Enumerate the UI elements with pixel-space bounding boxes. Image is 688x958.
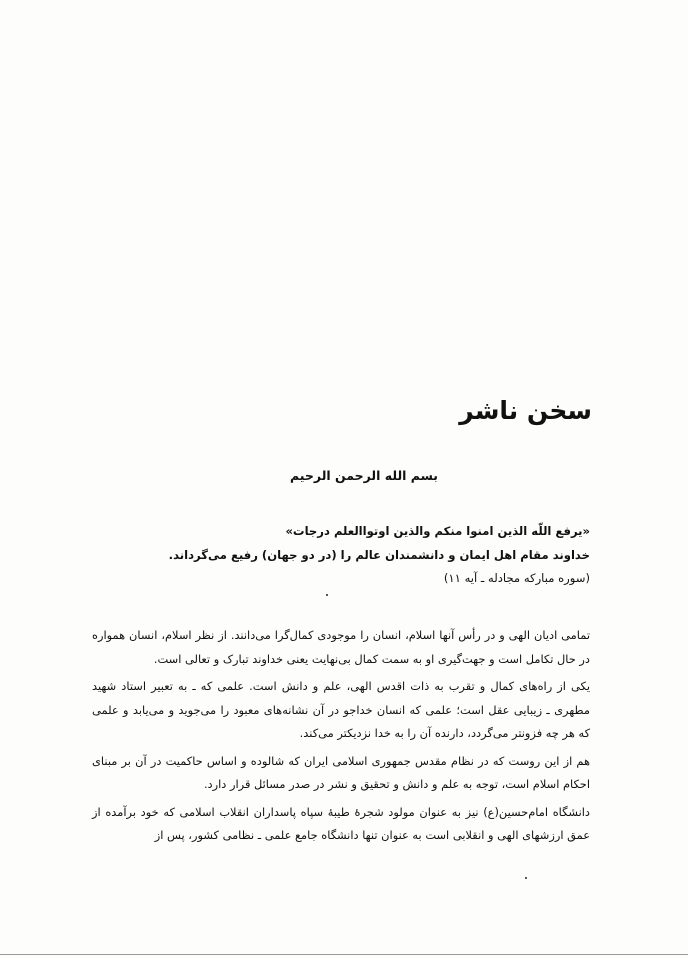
- basmala: بسم الله الرحمن الرحیم: [290, 468, 438, 483]
- verse-translation: خداوند مقام اهل ایمان و دانشمندان عالم را (در دو جهان) رفیع می‌گرداند.: [168, 547, 590, 562]
- quran-verse-block: [92, 520, 590, 591]
- page-edge-line: [0, 954, 688, 955]
- body-text: [92, 624, 590, 852]
- page-title: سخن ناشر: [459, 396, 592, 425]
- print-speck: [525, 877, 527, 879]
- print-speck: [326, 594, 328, 596]
- paragraph: یکی از راه‌های کمال و تقرب به ذات اقدس الهی، علم و دانش است. علمی که ـ به تعبیر استاد شهید مطهری ـ زیبایی عقل است؛ علمی که انسان خداجو در آن نشانه‌های معبود را می‌جوید و می‌یابد و علمی که هر چه فزونتر می‌گردد، دارنده آن را به خدا نزدیکتر می‌کند.: [92, 679, 590, 740]
- paragraph: تمامی ادیان الهی و در رأس آنها اسلام، انسان را موجودی کمال‌گرا می‌دانند. از نظر اسلام، انسان همواره در حال تکامل است و جهت‌گیری او به سمت کمال بی‌نهایت یعنی خداوند تبارک و تعالی است.: [92, 628, 590, 666]
- verse-reference: (سوره مبارکه مجادله ـ آیه ۱۱): [443, 571, 590, 585]
- paragraph: هم از این روست که در نظام مقدس جمهوری اسلامی ایران که شالوده و اساس حاکمیت در آن بر مبنای احکام اسلام است، توجه به علم و دانش و تحقیق و نشر در صدر مسائل قرار دارد.: [92, 753, 590, 791]
- paragraph: دانشگاه امام‌حسین(ع) نیز به عنوان مولود شجرهٔ طیبهٔ سپاه پاسداران انقلاب اسلامی که خود برآمده از عمق ارزشهای الهی و انقلابی است به عنوان تنها دانشگاه جامع علمی ـ نظامی کشور، پس از: [92, 804, 590, 842]
- verse-arabic: «یرفع اللّه الذین امنوا منکم والذین اوتواالعلم درجات»: [285, 524, 590, 538]
